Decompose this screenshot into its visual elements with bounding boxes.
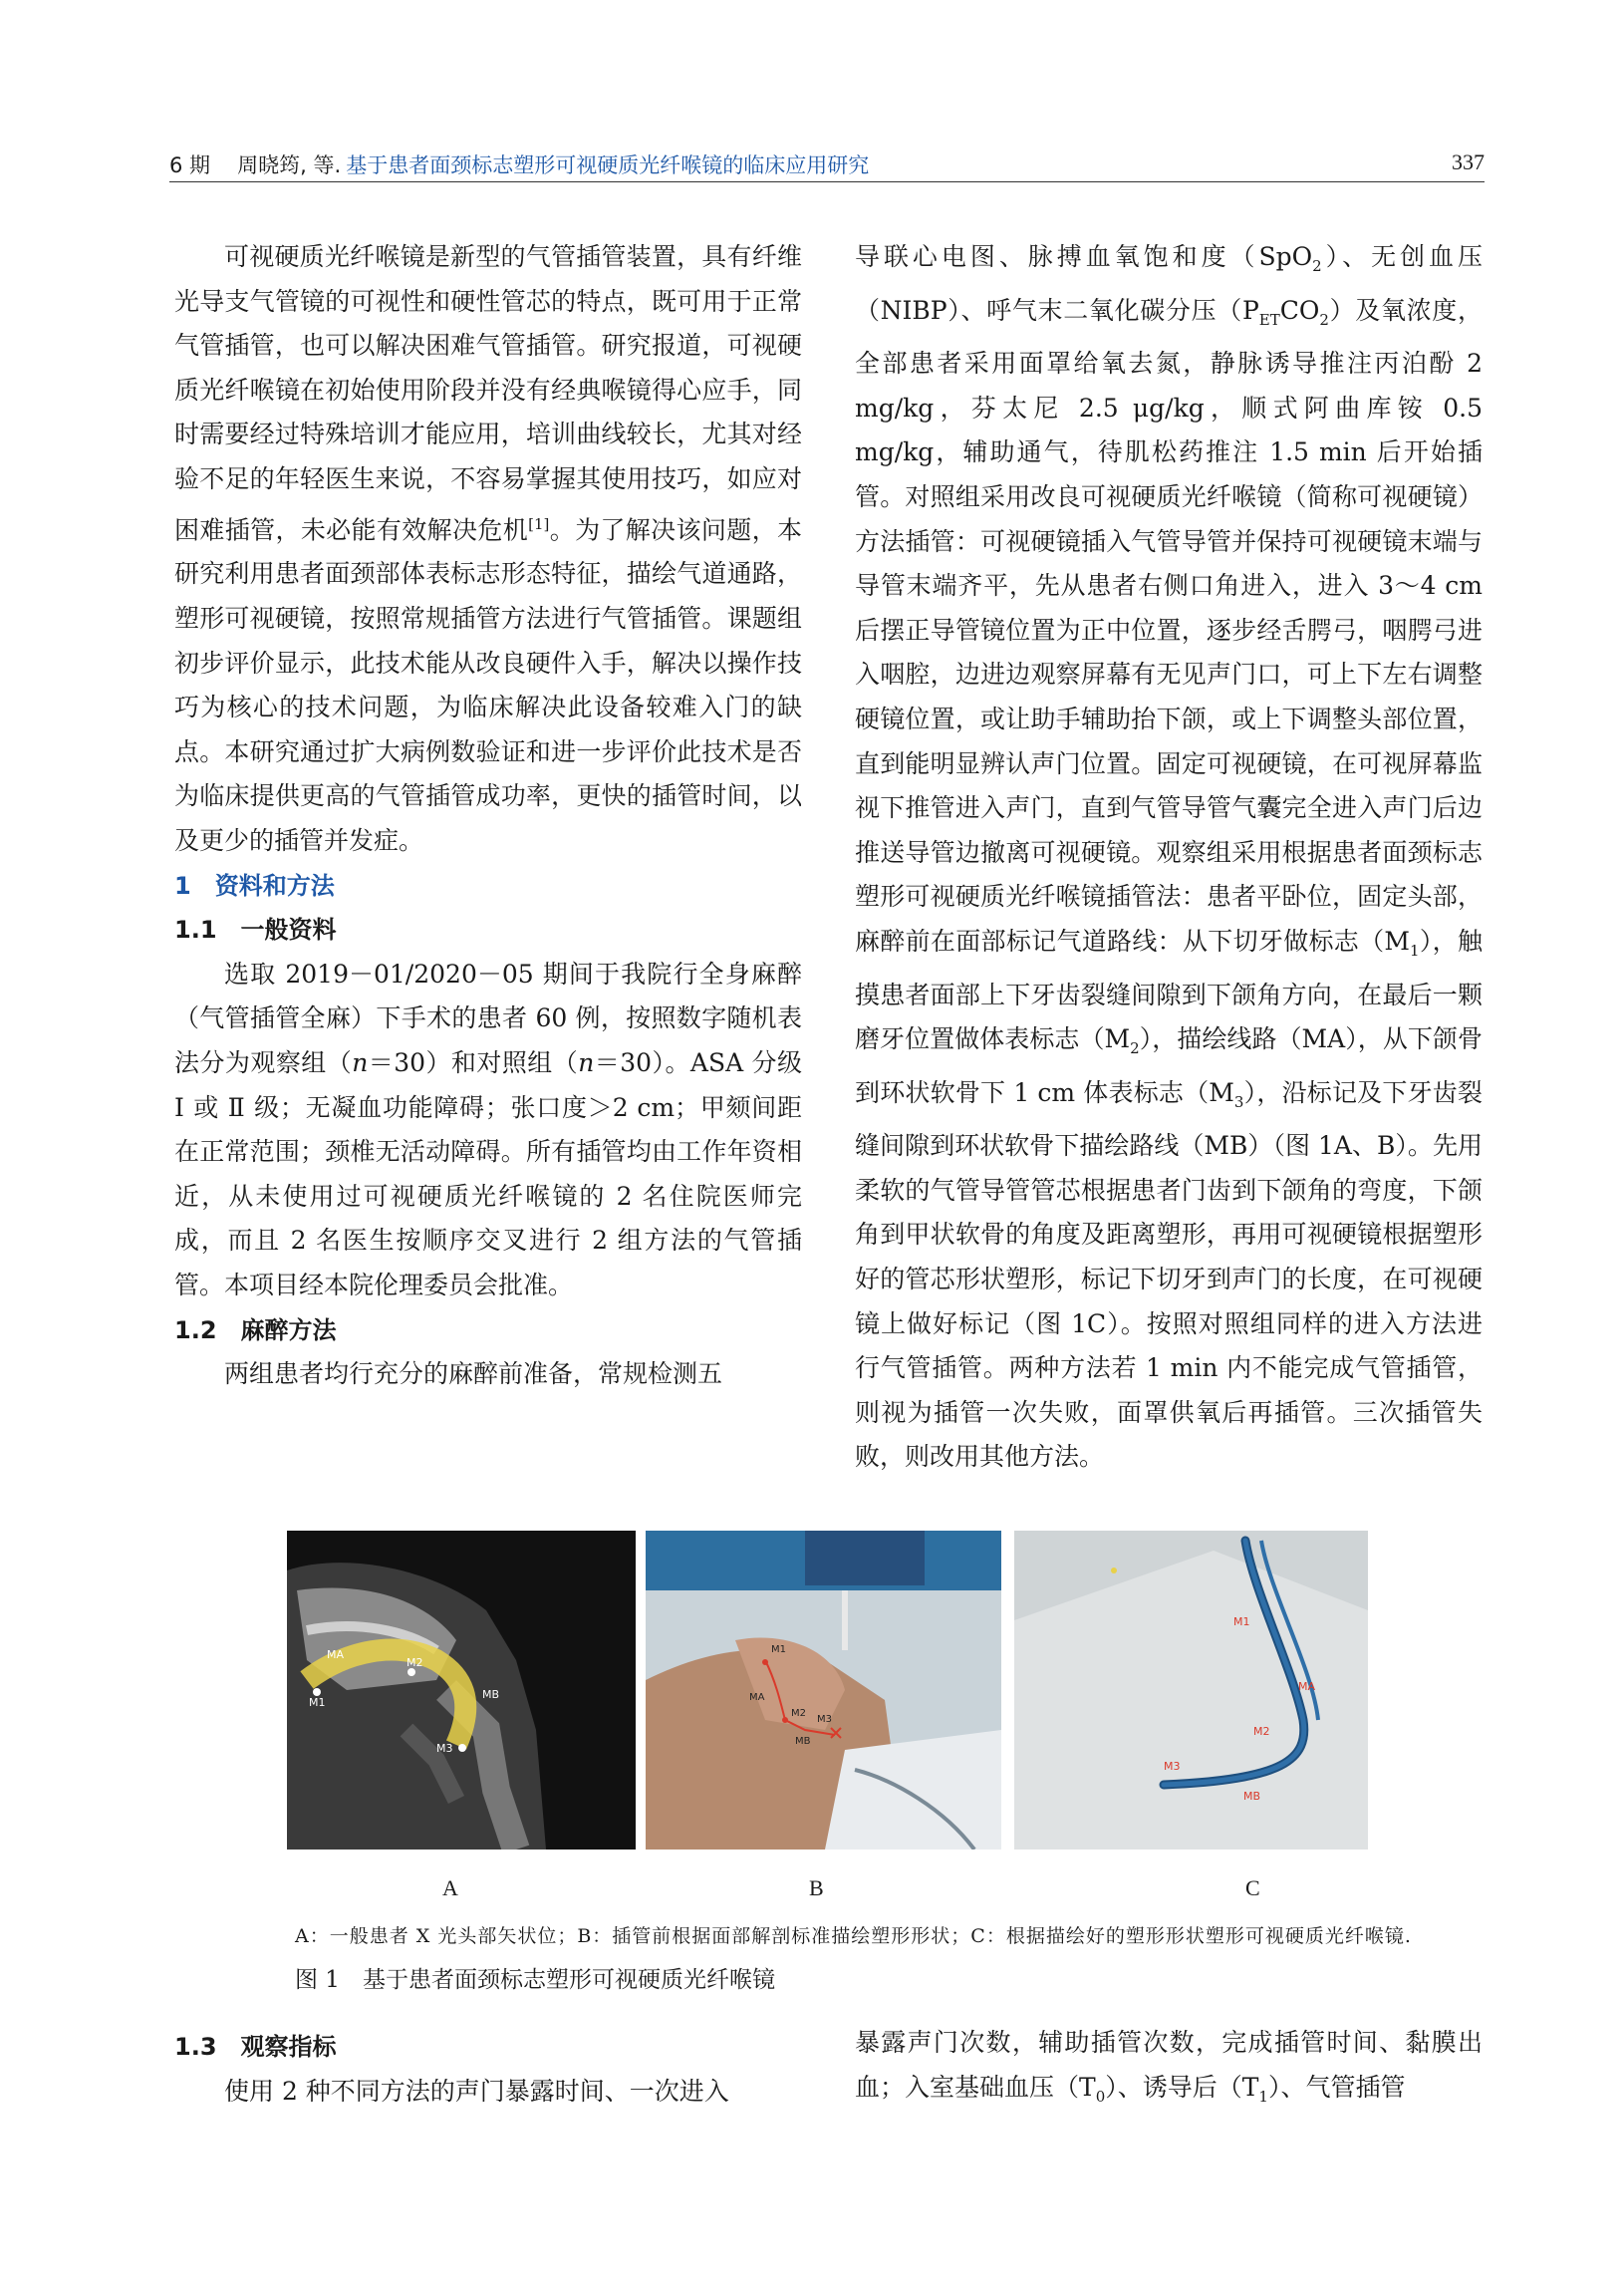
mark-label: M1 [1233, 1615, 1250, 1628]
citation[interactable]: [1] [528, 514, 550, 533]
section-1-title: 1 资料和方法 [174, 871, 335, 900]
mark-label: M2 [1253, 1725, 1270, 1738]
paragraph-anesthesia-continued: 导联心电图、脉搏血氧饱和度（SpO$_2$）、无创血压（NIBP）、呼气末二氧化碳分压$(P_{ET}CO_2)$及氧浓度，全部患者采用面罩给氧去氮，静脉诱导推注丙泊酚 2 mg/kg，芬太尼 2.5 μg/kg，顺式阿曲库铵 0.5 mg/kg，辅助通气，待肌松药推注 1.5 min 后开始插管。对照组采用改良可视硬质光纤喉镜（简称可视硬镜）方法插管：可视硬镜插入气管导管并保持可视硬镜末端与导管末端齐平，先从患者右侧口角进入，进入 3～4 cm 后摆正导管镜位置为正中位置，逐步经舌腭弓，咽腭弓进入咽腔，边进边观察屏幕有无见声门口，可上下左右调整硬镜位置，或让助手辅助抬下颌，或上下调整头部位置，直到能明显辨认声门位置。固定可视硬镜，在可视屏幕监视下推管进入声门，直到气管导管气囊完全进入声门后边推送导管边撤离可视硬镜。观察组采用根据患者面颈标志塑形可视硬质光纤喉镜插管法：患者平卧位，固定头部，麻醉前在面部标记气道路线：从下切牙做标志$(M_1)$，触摸患者面部上下牙齿裂缝间隙到下颌角方向，在最后一颗磨牙位置做体表标志$(M_2)$，描绘线路（MA），从下颌骨到环状软骨下 1 cm 体表标志$(M_3)$，沿标记及下牙齿裂缝间隙到环状软骨下描绘路线（MB）（图 1A、B）。先用柔软的气管导管管芯根据患者门齿到下颌角的弯度，下颌角到甲状软骨的角度及距离塑形，再用可视硬镜根据塑形好的管芯形状塑形，标记下切牙到声门的长度，在可视硬镜上做好标记（图 1C）。按照对照组同样的进入方法进行气管插管。两种方法若 1 min 内不能完成气管插管，则视为插管一次失败，面罩供氧后再插管。三次插管失败，则改用其他方法。 [855, 242, 1483, 1472]
xray-image [287, 1531, 636, 1850]
scope-photo [1014, 1531, 1368, 1850]
figure-panel-b-photo [646, 1531, 1001, 1850]
mark-label: M3 [436, 1742, 453, 1755]
running-header [169, 149, 1485, 183]
section-1-1-title: 1.1 一般资料 [174, 916, 337, 945]
section-1-3-title: 1.3 观察指标 [174, 2033, 337, 2061]
mark-label: MB [482, 1688, 500, 1701]
mark-label: MA [749, 1692, 765, 1703]
mark-label: M1 [771, 1644, 786, 1655]
mark-label: M3 [817, 1714, 832, 1725]
bottom-left-column [174, 2025, 802, 2114]
issue-number: 6 期 [169, 153, 211, 177]
right-column [855, 235, 1483, 1480]
mark-label: M1 [309, 1696, 326, 1709]
figure-caption-note: A：一般患者 X 光头部矢状位；B：插管前根据面部解剖标准描绘塑形形状；C：根据描绘好的塑形形状塑形可视硬质光纤喉镜. [295, 1925, 1412, 1947]
figure-panel-c-scope [1014, 1531, 1368, 1850]
mark-label: MB [1243, 1790, 1261, 1803]
section-1-2-title: 1.2 麻醉方法 [174, 1315, 337, 1344]
patient-photo [646, 1531, 1001, 1850]
mark-label: M2 [791, 1708, 806, 1719]
left-column [174, 235, 802, 1397]
intro-paragraph: 可视硬质光纤喉镜是新型的气管插管装置，具有纤维光导支气管镜的可视性和硬性管芯的特点，既可用于正常气管插管，也可以解决困难气管插管。研究报道，可视硬质光纤喉镜在初始使用阶段并没有经典喉镜得心应手，同时需要经过特殊培训才能应用，培训曲线较长，尤其对经验不足的年轻医生来说，不容易掌握其使用技巧，如应对困难插管，未必能有效解决危机[1]。为了解决该问题，本研究利用患者面颈部体表标志形态特征，描绘气道通路，塑形可视硬镜，按照常规插管方法进行气管插管。课题组初步评价显示，此技术能从改良硬件入手，解决以操作技巧为核心的技术问题，为临床解决此设备较难入门的缺点。本研究通过扩大病例数验证和进一步评价此技术是否为临床提供更高的气管插管成功率，更快的插管时间，以及更少的插管并发症。 [174, 242, 802, 856]
figure-label-a: A [442, 1875, 458, 1900]
figure-panel-a-xray [287, 1531, 636, 1850]
mark-label: M3 [1164, 1760, 1181, 1773]
figure-1 [287, 1531, 1368, 1864]
bottom-right-column [855, 2021, 1483, 2119]
header-title: 基于患者面颈标志塑形可视硬质光纤喉镜的临床应用研究 [346, 153, 870, 177]
header-authors: 周晓筠, 等. [237, 153, 342, 177]
header-left [169, 149, 869, 179]
mark-label: M2 [406, 1656, 423, 1669]
paragraph-1-2: 两组患者均行充分的麻醉前准备，常规检测五 [224, 1359, 723, 1389]
mark-label: MA [1298, 1680, 1316, 1693]
paragraph-1-3-continued: 暴露声门次数，辅助插管次数，完成插管时间、黏膜出血；入室基础血压$(T_0)$、诱导后$(T_1)$、气管插管 [855, 2028, 1483, 2106]
figure-label-b: B [809, 1875, 824, 1900]
header-rule [169, 181, 1485, 182]
figure-label-c: C [1245, 1875, 1260, 1900]
paragraph-1-3: 使用 2 种不同方法的声门暴露时间、一次进入 [224, 2076, 729, 2106]
mark-label: MA [327, 1648, 345, 1661]
figure-caption-title: 图 1 基于患者面颈标志塑形可视硬质光纤喉镜 [295, 1967, 775, 1993]
paragraph-1-1: 选取 2019－01/2020－05 期间于我院行全身麻醉（气管插管全麻）下手术的患者 60 例，按照数字随机表法分为观察组（n＝30）和对照组（n＝30）。ASA 分级 Ⅰ 或 Ⅱ 级；无凝血功能障碍；张口度＞2 cm；甲颏间距在正常范围；颈椎无活动障碍。所有插管均由工作年资相近，从未使用过可视硬质光纤喉镜的 2 名住院医师完成，而且 2 名医生按顺序交叉进行 2 组方法的气管插管。本项目经本院伦理委员会批准。 [174, 959, 802, 1299]
page-number: 337 [1452, 149, 1485, 174]
mark-label: MB [795, 1736, 811, 1747]
